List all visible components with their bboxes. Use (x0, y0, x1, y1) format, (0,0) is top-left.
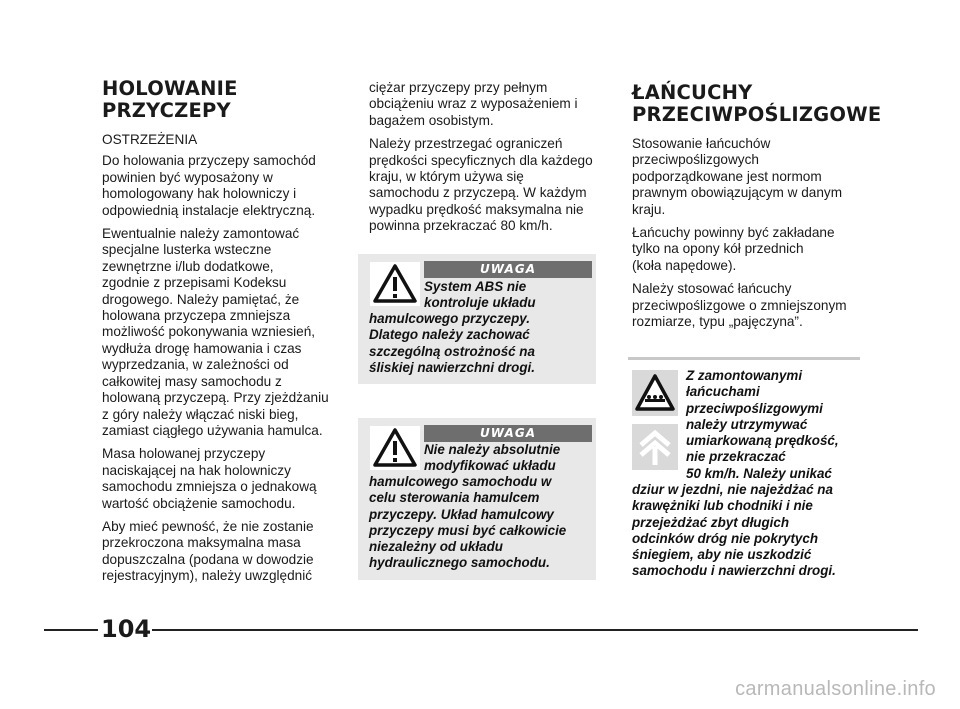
text-line: Ewentualnie należy zamontować (102, 226, 300, 242)
text-line: 50 km/h. Należy unikać (686, 465, 832, 481)
text-line: Należy stosować łańcuchy (632, 281, 792, 297)
snow-chains-heading (632, 81, 882, 126)
text-line: zgodnie z przepisami Kodeksu (102, 275, 287, 291)
text-line: powinien być wyposażony w (102, 169, 273, 185)
paragraph (632, 281, 864, 330)
snow-chains-note (628, 357, 860, 584)
text-line: prędkości specyficznych dla każdego (369, 152, 593, 168)
text-line: rozmiarze, typu „pajęczyna”. (632, 314, 803, 330)
text-line: hydraulicznego samochodu. (369, 555, 550, 571)
text-line: ciężar przyczepy przy pełnym (369, 80, 548, 95)
text-line: Dlatego należy zachować (369, 327, 530, 343)
text-line: przekroczona maksymalna masa (102, 535, 301, 551)
text-line: wypadku prędkość maksymalna nie (369, 201, 584, 217)
text-line: z góry należy włączać niski bieg, (102, 406, 299, 422)
text-line: celu sterowania hamulcem (369, 490, 540, 506)
text-line: samochodu z przyczepą. W każdym (369, 185, 587, 201)
text-line: dziur w jezdni, nie najeżdżać na (632, 482, 833, 497)
text-line: przeciwpoślizgowe o zmniejszonym (632, 297, 847, 313)
text-line: śliskiej nawierzchni drogi. (369, 359, 535, 375)
text-line: kraju, w którym używa się (369, 169, 524, 185)
text-line: Łańcuchy powinny być zakładane (632, 225, 835, 241)
text-line: wyprzedzania, w zależności od (102, 357, 289, 373)
text-line: rejestracyjnym), należy uwzględnić (102, 568, 313, 584)
paragraph (632, 136, 864, 218)
warnings-subheading: OSTRZEŻENIA (102, 132, 198, 147)
text-line: przeciwpoślizgowymi (686, 400, 823, 416)
text-line: przejeżdżać zbyt długich (632, 514, 789, 530)
note-lead-text (686, 368, 860, 482)
text-line: całkowitej masy samochodu z (102, 373, 282, 389)
heading-line: PRZECIWPOŚLIZGOWE (632, 103, 882, 126)
text-line: umiarkowaną prędkość, (686, 433, 839, 449)
text-line: hamulcowego samochodu w (369, 474, 552, 489)
chevron-up-icon (632, 424, 678, 470)
text-line: Z zamontowanymi (686, 368, 803, 383)
text-line: odcinków dróg nie pokrytych (632, 530, 819, 546)
brake-system-warning-box (358, 418, 596, 580)
uwaga-badge: UWAGA (424, 425, 592, 442)
text-line: przeciwpoślizgowych (632, 152, 759, 168)
text-line: odpowiednią instalacje elektryczną. (102, 202, 316, 218)
text-line: naciskającej na hak holowniczy (102, 462, 291, 478)
trailer-towing-heading (102, 78, 342, 122)
text-line: bagażem osobistym. (369, 112, 494, 128)
text-line: obciążeniu wraz z wyposażeniem i (369, 96, 578, 112)
trailer-towing-continued (369, 80, 597, 242)
paragraph (632, 225, 864, 274)
paragraph (102, 446, 342, 512)
text-line: samochodu zmniejsza o jednakową (102, 479, 317, 495)
text-line: przyczepy. Układ hamulcowy (369, 506, 554, 522)
text-line: hamulcowego przyczepy. (369, 311, 530, 326)
text-line: zamiast ciągłego używania hamulca. (102, 422, 323, 438)
heading-line: HOLOWANIE (102, 77, 238, 100)
warning-lead-text (424, 279, 594, 312)
paragraph (369, 80, 597, 129)
text-line: kontroluje układu (424, 295, 536, 311)
text-line: wydłuża drogę hamowania i czas (102, 340, 302, 356)
text-line: System ABS nie (424, 279, 527, 294)
paragraph (102, 153, 342, 219)
text-line: (koła napędowe). (632, 257, 737, 273)
text-line: homologowany hak holowniczy i (102, 186, 297, 202)
paragraph (102, 519, 342, 585)
text-line: śniegiem, aby nie uszkodzić (632, 547, 812, 563)
note-body-text (632, 482, 860, 580)
text-line: Do holowania przyczepy samochód (102, 153, 316, 169)
text-line: modyfikować układu (424, 458, 556, 474)
text-line: holowaną przyczepą. Przy zjeżdżaniu (102, 390, 329, 406)
text-line: krawężniki lub chodniki i nie (632, 498, 813, 514)
text-line: tylko na opony kół przednich (632, 241, 804, 257)
abs-warning-box (358, 254, 596, 384)
footer-rule-left (44, 629, 98, 631)
page-number: 104 (101, 615, 152, 643)
snow-chains-triangle-icon (632, 370, 678, 416)
text-line: nie przekraczać (686, 449, 786, 465)
text-line: Nie należy absolutnie (424, 442, 561, 457)
paragraph (369, 136, 597, 234)
warning-body-text (369, 311, 594, 376)
warning-triangle-icon (370, 426, 420, 470)
text-line: niezależny od układu (369, 539, 503, 555)
text-line: kraju. (632, 201, 666, 217)
trailer-towing-section (102, 78, 342, 592)
text-line: należy utrzymywać (686, 416, 808, 432)
text-line: specjalne lusterka wsteczne (102, 242, 272, 258)
snow-chains-section (632, 81, 882, 337)
text-line: wartość obciążenie samochodu. (102, 495, 296, 511)
heading-line: ŁAŃCUCHY (632, 81, 753, 104)
text-line: dopuszczalna (podana w dowodzie (102, 551, 314, 567)
text-line: prawnym obowiązującym w danym (632, 185, 843, 201)
text-line: Masa holowanej przyczepy (102, 446, 266, 462)
text-line: przyczepy musi być całkowicie (369, 522, 567, 538)
paragraph (102, 226, 342, 439)
text-line: łańcuchami (686, 384, 760, 400)
text-line: Aby mieć pewność, że nie zostanie (102, 518, 314, 534)
heading-line: PRZYCZEPY (102, 99, 231, 122)
uwaga-badge: UWAGA (424, 261, 592, 278)
text-line: zewnętrzne i/lub dodatkowe, (102, 258, 274, 274)
text-line: podporządkowane jest normom (632, 168, 822, 184)
text-line: samochodu i nawierzchni drogi. (632, 563, 836, 579)
text-line: szczególną ostrożność na (369, 343, 535, 359)
warning-triangle-icon (370, 262, 420, 306)
watermark: carmanualsonline.info (735, 678, 936, 700)
text-line: holowana przyczepa zmniejsza (102, 308, 291, 324)
warning-body-text (369, 474, 594, 572)
text-line: powinna przekraczać 80 km/h. (369, 218, 553, 234)
text-line: możliwość pokonywania wzniesień, (102, 324, 316, 340)
warning-lead-text (424, 442, 594, 475)
text-line: Należy przestrzegać ograniczeń (369, 136, 563, 152)
text-line: Stosowanie łańcuchów (632, 136, 771, 151)
footer-rule-right (152, 629, 918, 631)
text-line: drogowego. Należy pamiętać, że (102, 291, 300, 307)
